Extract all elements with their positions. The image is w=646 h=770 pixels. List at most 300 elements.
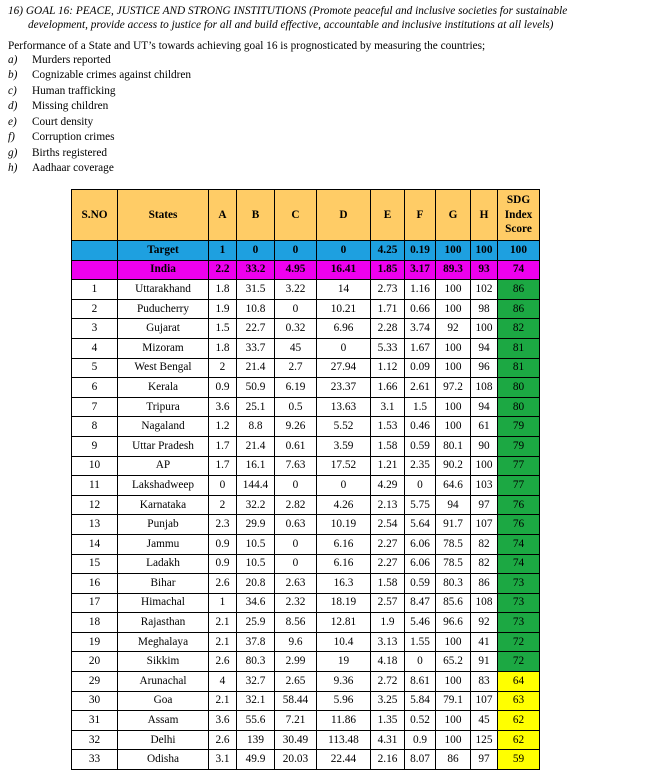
table-cell: 79.1 bbox=[436, 691, 471, 711]
table-cell: 5.52 bbox=[317, 417, 371, 437]
indicator-item bbox=[8, 84, 191, 99]
table-cell: 96 bbox=[471, 358, 498, 378]
score-cell: 86 bbox=[498, 280, 540, 300]
table-cell: 1 bbox=[209, 241, 237, 261]
table-cell: 1.12 bbox=[371, 358, 405, 378]
table-cell: 19 bbox=[317, 652, 371, 672]
table-cell: 86 bbox=[436, 750, 471, 770]
score-cell: 79 bbox=[498, 417, 540, 437]
table-cell: Arunachal bbox=[118, 672, 209, 692]
indicator-letter: e) bbox=[8, 115, 17, 128]
table-row bbox=[72, 358, 540, 378]
table-cell: 1.7 bbox=[209, 436, 237, 456]
indicator-item bbox=[8, 68, 191, 83]
table-cell: 1.66 bbox=[371, 378, 405, 398]
indicator-letter: d) bbox=[8, 100, 18, 113]
table-cell: 4.26 bbox=[317, 495, 371, 515]
column-header: D bbox=[317, 190, 371, 241]
indicator-item bbox=[8, 130, 191, 145]
table-cell: 80.1 bbox=[436, 436, 471, 456]
table-row bbox=[72, 730, 540, 750]
table-row bbox=[72, 574, 540, 594]
table-cell: 45 bbox=[275, 338, 317, 358]
table-cell: 93 bbox=[471, 260, 498, 280]
table-cell: 58.44 bbox=[275, 691, 317, 711]
table-cell: 94 bbox=[436, 495, 471, 515]
table-cell: 1 bbox=[209, 593, 237, 613]
indicator-item bbox=[8, 53, 191, 68]
table-cell: 100 bbox=[436, 338, 471, 358]
table-cell: 2.7 bbox=[275, 358, 317, 378]
table-row bbox=[72, 632, 540, 652]
table-cell: 4.31 bbox=[371, 730, 405, 750]
table-cell: Assam bbox=[118, 711, 209, 731]
table-cell: 3.59 bbox=[317, 436, 371, 456]
table-cell: 41 bbox=[471, 632, 498, 652]
table-row bbox=[72, 672, 540, 692]
score-cell: 74 bbox=[498, 554, 540, 574]
table-cell: 0.9 bbox=[209, 534, 237, 554]
goal-heading-line2: development, provide access to justice for all and build effective, accountable and inclusive institutions at all levels) bbox=[28, 19, 554, 31]
indicator-letter: g) bbox=[8, 146, 18, 159]
table-cell: 83 bbox=[471, 672, 498, 692]
table-cell: 16.41 bbox=[317, 260, 371, 280]
table-cell: 2.27 bbox=[371, 534, 405, 554]
table-cell: 7 bbox=[72, 397, 118, 417]
table-cell: 5.33 bbox=[371, 338, 405, 358]
table-cell: 1.8 bbox=[209, 338, 237, 358]
table-cell: 0 bbox=[405, 652, 436, 672]
score-cell: 74 bbox=[498, 260, 540, 280]
table-cell: 21.4 bbox=[237, 436, 275, 456]
indicator-text: Missing children bbox=[32, 100, 109, 113]
table-cell: 16 bbox=[72, 574, 118, 594]
table-cell: 0 bbox=[209, 476, 237, 496]
table-cell: 108 bbox=[471, 378, 498, 398]
table-cell: 2.2 bbox=[209, 260, 237, 280]
table-cell: 1.58 bbox=[371, 436, 405, 456]
table-row bbox=[72, 319, 540, 339]
score-cell: 59 bbox=[498, 750, 540, 770]
table-cell: Target bbox=[118, 241, 209, 261]
table-cell: 1.9 bbox=[371, 613, 405, 633]
score-cell: 72 bbox=[498, 652, 540, 672]
table-cell: 13.63 bbox=[317, 397, 371, 417]
table-cell: Jammu bbox=[118, 534, 209, 554]
table-cell: 10.19 bbox=[317, 515, 371, 535]
table-cell: 0.63 bbox=[275, 515, 317, 535]
table-cell bbox=[72, 241, 118, 261]
indicator-letter: c) bbox=[8, 84, 17, 97]
score-cell: 73 bbox=[498, 574, 540, 594]
table-row bbox=[72, 495, 540, 515]
score-cell: 82 bbox=[498, 319, 540, 339]
table-cell: 1.85 bbox=[371, 260, 405, 280]
indicator-letter: a) bbox=[8, 54, 18, 66]
table-cell: 61 bbox=[471, 417, 498, 437]
table-cell: 17 bbox=[72, 593, 118, 613]
table-cell: 2.1 bbox=[209, 691, 237, 711]
table-cell: 91.7 bbox=[436, 515, 471, 535]
table-row bbox=[72, 299, 540, 319]
table-cell: Delhi bbox=[118, 730, 209, 750]
table-cell: 16.3 bbox=[317, 574, 371, 594]
table-cell: 100 bbox=[436, 711, 471, 731]
table-cell: 1.5 bbox=[209, 319, 237, 339]
table-cell: 92 bbox=[471, 613, 498, 633]
table-cell: 78.5 bbox=[436, 554, 471, 574]
table-cell: 6.96 bbox=[317, 319, 371, 339]
table-cell: 1.16 bbox=[405, 280, 436, 300]
score-cell: 81 bbox=[498, 358, 540, 378]
table-cell: 100 bbox=[436, 730, 471, 750]
table-cell: Uttar Pradesh bbox=[118, 436, 209, 456]
table-cell: 31 bbox=[72, 711, 118, 731]
table-cell: 0 bbox=[317, 241, 371, 261]
table-cell: 29 bbox=[72, 672, 118, 692]
score-cell: 73 bbox=[498, 593, 540, 613]
table-cell: 8 bbox=[72, 417, 118, 437]
table-cell: 2 bbox=[209, 358, 237, 378]
table-cell: Bihar bbox=[118, 574, 209, 594]
table-row bbox=[72, 691, 540, 711]
table-cell: 10.5 bbox=[237, 534, 275, 554]
indicator-item bbox=[8, 146, 191, 161]
table-cell: 2.1 bbox=[209, 632, 237, 652]
table-cell: 6.16 bbox=[317, 534, 371, 554]
table-cell: 32 bbox=[72, 730, 118, 750]
table-cell: Ladakh bbox=[118, 554, 209, 574]
table-cell: 2.3 bbox=[209, 515, 237, 535]
table-cell: 5.75 bbox=[405, 495, 436, 515]
table-cell: 0.32 bbox=[275, 319, 317, 339]
table-cell: 0.19 bbox=[405, 241, 436, 261]
table-cell: 100 bbox=[471, 241, 498, 261]
table-row bbox=[72, 397, 540, 417]
column-header: States bbox=[118, 190, 209, 241]
table-cell: 3.1 bbox=[209, 750, 237, 770]
table-cell: 11.86 bbox=[317, 711, 371, 731]
indicator-letter: b) bbox=[8, 69, 18, 82]
table-cell: 2.72 bbox=[371, 672, 405, 692]
score-cell: 86 bbox=[498, 299, 540, 319]
table-cell: 90.2 bbox=[436, 456, 471, 476]
table-cell: AP bbox=[118, 456, 209, 476]
table-cell: 4.18 bbox=[371, 652, 405, 672]
table-cell: 98 bbox=[471, 299, 498, 319]
table-cell: 18 bbox=[72, 613, 118, 633]
table-row bbox=[72, 515, 540, 535]
table-cell: 82 bbox=[471, 554, 498, 574]
table-cell: 2.99 bbox=[275, 652, 317, 672]
goal-heading bbox=[8, 4, 638, 32]
table-cell: 3.1 bbox=[371, 397, 405, 417]
table-row bbox=[72, 280, 540, 300]
table-cell: 97.2 bbox=[436, 378, 471, 398]
table-cell: Himachal bbox=[118, 593, 209, 613]
table-cell: 100 bbox=[436, 358, 471, 378]
table-cell: 11 bbox=[72, 476, 118, 496]
table-cell: 0 bbox=[317, 476, 371, 496]
table-cell: 9.6 bbox=[275, 632, 317, 652]
score-cell: 80 bbox=[498, 378, 540, 398]
table-cell: Tripura bbox=[118, 397, 209, 417]
table-cell: 5.46 bbox=[405, 613, 436, 633]
table-row bbox=[72, 436, 540, 456]
table-cell: 0 bbox=[275, 241, 317, 261]
table-cell: 1.8 bbox=[209, 280, 237, 300]
table-cell: 29.9 bbox=[237, 515, 275, 535]
table-cell: Sikkim bbox=[118, 652, 209, 672]
table-cell: 5.64 bbox=[405, 515, 436, 535]
table-cell: 78.5 bbox=[436, 534, 471, 554]
table-cell: 100 bbox=[436, 632, 471, 652]
table-cell: 9.26 bbox=[275, 417, 317, 437]
table-cell: 20 bbox=[72, 652, 118, 672]
table-cell: 0 bbox=[275, 534, 317, 554]
table-cell: 3.22 bbox=[275, 280, 317, 300]
indicator-list bbox=[8, 53, 191, 177]
table-cell: 0 bbox=[405, 476, 436, 496]
table-cell: 1.9 bbox=[209, 299, 237, 319]
table-cell: 100 bbox=[436, 417, 471, 437]
sdg-goal16-table bbox=[71, 189, 540, 770]
table-cell: 2.61 bbox=[405, 378, 436, 398]
indicator-text: Human trafficking bbox=[32, 84, 116, 97]
table-cell: 8.8 bbox=[237, 417, 275, 437]
table-cell: 7.63 bbox=[275, 456, 317, 476]
table-cell: 2.16 bbox=[371, 750, 405, 770]
table-cell: 10.4 bbox=[317, 632, 371, 652]
indicator-item bbox=[8, 115, 191, 130]
table-cell: 27.94 bbox=[317, 358, 371, 378]
target-row bbox=[72, 241, 540, 261]
table-cell: 33 bbox=[72, 750, 118, 770]
table-cell: 30.49 bbox=[275, 730, 317, 750]
table-cell: 100 bbox=[471, 319, 498, 339]
table-cell: 108 bbox=[471, 593, 498, 613]
table-cell: Nagaland bbox=[118, 417, 209, 437]
table-cell: 96.6 bbox=[436, 613, 471, 633]
indicator-item bbox=[8, 161, 191, 176]
table-cell: 1.55 bbox=[405, 632, 436, 652]
table-cell: 2.6 bbox=[209, 652, 237, 672]
table-cell: Kerala bbox=[118, 378, 209, 398]
table-cell: 6 bbox=[72, 378, 118, 398]
score-cell: 81 bbox=[498, 338, 540, 358]
table-cell: Puducherry bbox=[118, 299, 209, 319]
table-cell: 4.25 bbox=[371, 241, 405, 261]
score-cell: 80 bbox=[498, 397, 540, 417]
table-cell: 1.67 bbox=[405, 338, 436, 358]
table-cell: 1.53 bbox=[371, 417, 405, 437]
table-row bbox=[72, 711, 540, 731]
table-cell: 1.58 bbox=[371, 574, 405, 594]
table-cell: 25.1 bbox=[237, 397, 275, 417]
table-cell: 90 bbox=[471, 436, 498, 456]
table-cell: 0.59 bbox=[405, 436, 436, 456]
table-cell: 21.4 bbox=[237, 358, 275, 378]
table-cell: 22.44 bbox=[317, 750, 371, 770]
india-row bbox=[72, 260, 540, 280]
table-cell: 4.95 bbox=[275, 260, 317, 280]
table-cell: 2 bbox=[209, 495, 237, 515]
table-cell: 7.21 bbox=[275, 711, 317, 731]
table-cell: 2.27 bbox=[371, 554, 405, 574]
table-cell: 0.61 bbox=[275, 436, 317, 456]
table-cell: 97 bbox=[471, 495, 498, 515]
indicator-text: Aadhaar coverage bbox=[32, 162, 114, 175]
table-cell: 34.6 bbox=[237, 593, 275, 613]
table-cell: 107 bbox=[471, 691, 498, 711]
column-header: S.NO bbox=[72, 190, 118, 241]
score-cell: 62 bbox=[498, 730, 540, 750]
table-row bbox=[72, 534, 540, 554]
table-cell: 94 bbox=[471, 397, 498, 417]
table-row bbox=[72, 378, 540, 398]
table-cell: 45 bbox=[471, 711, 498, 731]
table-row bbox=[72, 652, 540, 672]
table-cell: 0 bbox=[275, 299, 317, 319]
table-row bbox=[72, 593, 540, 613]
table-cell: 4 bbox=[209, 672, 237, 692]
table-cell: 32.7 bbox=[237, 672, 275, 692]
table-cell: 6.16 bbox=[317, 554, 371, 574]
table-cell: 8.47 bbox=[405, 593, 436, 613]
table-cell: 139 bbox=[237, 730, 275, 750]
table-cell: 100 bbox=[436, 672, 471, 692]
table-cell: Gujarat bbox=[118, 319, 209, 339]
table-cell: 19 bbox=[72, 632, 118, 652]
table-cell: 113.48 bbox=[317, 730, 371, 750]
table-cell: 1.71 bbox=[371, 299, 405, 319]
column-header: SDG Index Score bbox=[498, 190, 540, 241]
score-cell: 74 bbox=[498, 534, 540, 554]
score-cell: 64 bbox=[498, 672, 540, 692]
table-cell: 8.61 bbox=[405, 672, 436, 692]
intro-text: Performance of a State and UT’s towards achieving goal 16 is prognosticated by measuring the countries; bbox=[8, 40, 486, 52]
table-cell: 30 bbox=[72, 691, 118, 711]
table-row bbox=[72, 613, 540, 633]
table-cell: 1 bbox=[72, 280, 118, 300]
table-cell: 6.19 bbox=[275, 378, 317, 398]
table-cell: 1.7 bbox=[209, 456, 237, 476]
table-row bbox=[72, 338, 540, 358]
score-cell: 100 bbox=[498, 241, 540, 261]
table-cell: 14 bbox=[72, 534, 118, 554]
table-cell: Punjab bbox=[118, 515, 209, 535]
indicator-text: Corruption crimes bbox=[32, 131, 115, 144]
score-cell: 73 bbox=[498, 613, 540, 633]
score-cell: 79 bbox=[498, 436, 540, 456]
table-cell: 2.1 bbox=[209, 613, 237, 633]
table-cell: 100 bbox=[436, 397, 471, 417]
table-cell: 10.21 bbox=[317, 299, 371, 319]
indicator-letter: f) bbox=[8, 131, 15, 144]
table-cell: 0.5 bbox=[275, 397, 317, 417]
table-cell: 6.06 bbox=[405, 534, 436, 554]
column-header: F bbox=[405, 190, 436, 241]
table-cell: 37.8 bbox=[237, 632, 275, 652]
score-cell: 72 bbox=[498, 632, 540, 652]
table-cell: 0 bbox=[317, 338, 371, 358]
table-cell: 18.19 bbox=[317, 593, 371, 613]
indicator-text: Court density bbox=[32, 115, 94, 128]
table-cell: 85.6 bbox=[436, 593, 471, 613]
table-cell: Rajasthan bbox=[118, 613, 209, 633]
table-cell: 2.35 bbox=[405, 456, 436, 476]
table-cell: 9 bbox=[72, 436, 118, 456]
table-cell: 0.46 bbox=[405, 417, 436, 437]
table-cell: 89.3 bbox=[436, 260, 471, 280]
table-cell: 2.6 bbox=[209, 730, 237, 750]
score-cell: 77 bbox=[498, 476, 540, 496]
table-cell: 2.65 bbox=[275, 672, 317, 692]
table-cell: 0 bbox=[275, 554, 317, 574]
score-cell: 77 bbox=[498, 456, 540, 476]
table-cell: 25.9 bbox=[237, 613, 275, 633]
table-cell: 1.5 bbox=[405, 397, 436, 417]
table-cell: 1.21 bbox=[371, 456, 405, 476]
table-cell: 94 bbox=[471, 338, 498, 358]
table-cell: 17.52 bbox=[317, 456, 371, 476]
table-cell: 2.28 bbox=[371, 319, 405, 339]
indicator-letter: h) bbox=[8, 162, 18, 175]
table-cell: 20.03 bbox=[275, 750, 317, 770]
table-cell: 2.63 bbox=[275, 574, 317, 594]
table-cell: 4 bbox=[72, 338, 118, 358]
table-cell: 1.35 bbox=[371, 711, 405, 731]
table-cell: 0.59 bbox=[405, 574, 436, 594]
table-cell: 3.6 bbox=[209, 711, 237, 731]
table-cell: 3 bbox=[72, 319, 118, 339]
table-cell: 64.6 bbox=[436, 476, 471, 496]
score-cell: 63 bbox=[498, 691, 540, 711]
table-cell: 0 bbox=[237, 241, 275, 261]
table-cell: 14 bbox=[317, 280, 371, 300]
table-cell: 20.8 bbox=[237, 574, 275, 594]
table-cell: 13 bbox=[72, 515, 118, 535]
table-cell: 5.84 bbox=[405, 691, 436, 711]
table-cell: 100 bbox=[436, 241, 471, 261]
table-cell: Mizoram bbox=[118, 338, 209, 358]
column-header: B bbox=[237, 190, 275, 241]
table-cell: 107 bbox=[471, 515, 498, 535]
table-cell: 15 bbox=[72, 554, 118, 574]
table-cell: 32.2 bbox=[237, 495, 275, 515]
table-cell: 2.32 bbox=[275, 593, 317, 613]
table-cell: 2 bbox=[72, 299, 118, 319]
table-cell: 31.5 bbox=[237, 280, 275, 300]
column-header: A bbox=[209, 190, 237, 241]
table-cell: 103 bbox=[471, 476, 498, 496]
table-cell: 33.2 bbox=[237, 260, 275, 280]
goal-heading-line1: 16) GOAL 16: PEACE, JUSTICE AND STRONG INSTITUTIONS (Promote peaceful and inclusive societies for sustainable bbox=[8, 5, 568, 17]
table-cell: 91 bbox=[471, 652, 498, 672]
table-row bbox=[72, 456, 540, 476]
table-header-row bbox=[72, 190, 540, 241]
table-cell: 3.25 bbox=[371, 691, 405, 711]
table-cell: 100 bbox=[436, 299, 471, 319]
table-cell: Lakshadweep bbox=[118, 476, 209, 496]
table-row bbox=[72, 750, 540, 770]
table-cell: 10 bbox=[72, 456, 118, 476]
table-cell: Meghalaya bbox=[118, 632, 209, 652]
column-header: E bbox=[371, 190, 405, 241]
table-cell: 4.29 bbox=[371, 476, 405, 496]
table-cell: West Bengal bbox=[118, 358, 209, 378]
indicator-text: Births registered bbox=[32, 146, 107, 159]
